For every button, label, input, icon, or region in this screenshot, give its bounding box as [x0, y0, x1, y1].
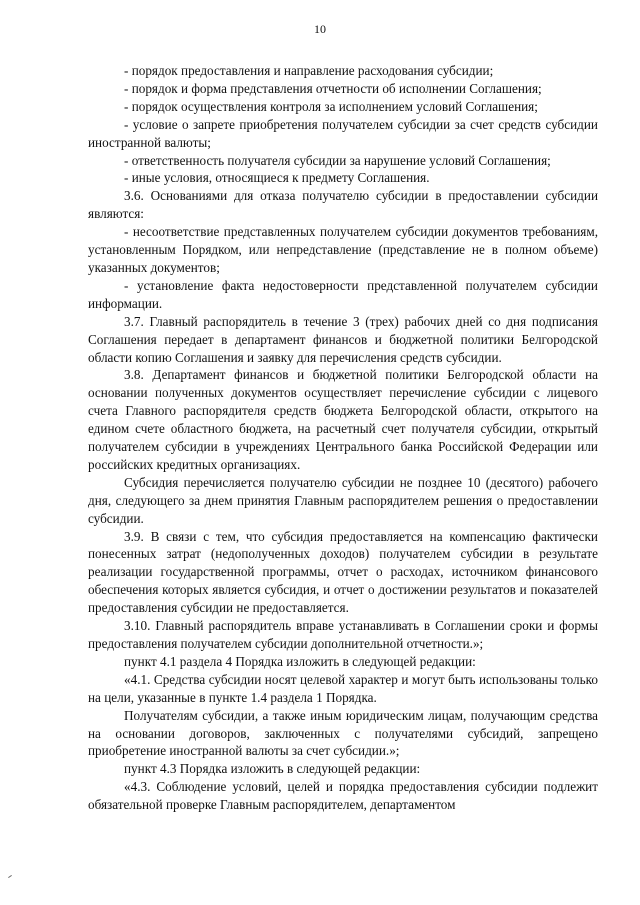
paragraph-4-3: «4.3. Соблюдение условий, целей и порядка предоставления субсидии подлежит обязательной проверке Главным распорядителем, департаментом: [88, 779, 598, 813]
paragraph: Субсидия перечисляется получателю субсидии не позднее 10 (десятого) рабочего дня, следующего за днем принятия Главным распорядителем решения о предоставлении субсидии.: [88, 474, 598, 526]
document-body: [88, 62, 598, 814]
list-item: - порядок осуществления контроля за исполнением условий Соглашения;: [124, 98, 538, 114]
paragraph-3-8: 3.8. Департамент финансов и бюджетной политики Белгородской области на основании полученных документов осуществляет перечисление субсидии с лицевого счета Главного распорядителя средств бюджета Белгородской области, открытого на едином счете областного бюджета, на расчетный счет получателя субсидии, открытый получателем субсидии в учреждениях Центрального банка Российской Федерации или российских кредитных организациях.: [88, 367, 598, 472]
paragraph: пункт 4.1 раздела 4 Порядка изложить в следующей редакции:: [124, 653, 476, 669]
paragraph-3-6: 3.6. Основаниями для отказа получателю субсидии в предоставлении субсидии являются:: [88, 188, 598, 222]
paragraph: Получателям субсидии, а также иным юридическим лицам, получающим средства на основании договоров, заключенных с получателями субсидий, запрещено приобретение иностранной валюты за счет субсидии.»;: [88, 707, 598, 759]
list-item: - установление факта недостоверности представленной получателем субсидии информации.: [88, 277, 598, 311]
paragraph-3-9: 3.9. В связи с тем, что субсидия предоставляется на компенсацию фактически понесенных затрат (недополученных доходов) получателем субсидии в результате реализации государственной программы, отчет о расходах, источником финансового обеспечения которых является субсидия, и отчет о достижении результатов и показателей предоставления субсидии не предоставляется.: [88, 528, 598, 616]
list-item: - иные условия, относящиеся к предмету Соглашения.: [124, 170, 430, 186]
list-item: - порядок и форма представления отчетности об исполнении Соглашения;: [124, 80, 542, 96]
list-item: - несоответствие представленных получателем субсидии документов требованиям, установленным Порядком, или непредставление (представление не в полном объеме) указанных документов;: [88, 224, 598, 275]
paragraph-3-10: 3.10. Главный распорядитель вправе устанавливать в Соглашении сроки и формы предоставления получателем субсидии дополнительной отчетности.»;: [88, 618, 598, 651]
list-item: - ответственность получателя субсидии за нарушение условий Соглашения;: [124, 152, 551, 168]
list-item: - порядок предоставления и направление расходования субсидии;: [124, 63, 494, 78]
paragraph-3-7: 3.7. Главный распорядитель в течение 3 (трех) рабочих дней со дня подписания Соглашения передает в департамент финансов и бюджетной политики Белгородской области копию Соглашения и заявку для перечисления средств субсидии.: [88, 313, 598, 365]
paragraph: пункт 4.3 Порядка изложить в следующей редакции:: [124, 761, 421, 777]
scan-mark: [8, 875, 12, 878]
page-number: 10: [314, 22, 326, 36]
list-item: - условие о запрете приобретения получателем субсидии за счет средств субсидии иностранной валюты;: [88, 116, 598, 150]
paragraph-4-1: «4.1. Средства субсидии носят целевой характер и могут быть использованы только на цели, указанные в пункте 1.4 раздела 1 Порядка.: [88, 671, 598, 705]
